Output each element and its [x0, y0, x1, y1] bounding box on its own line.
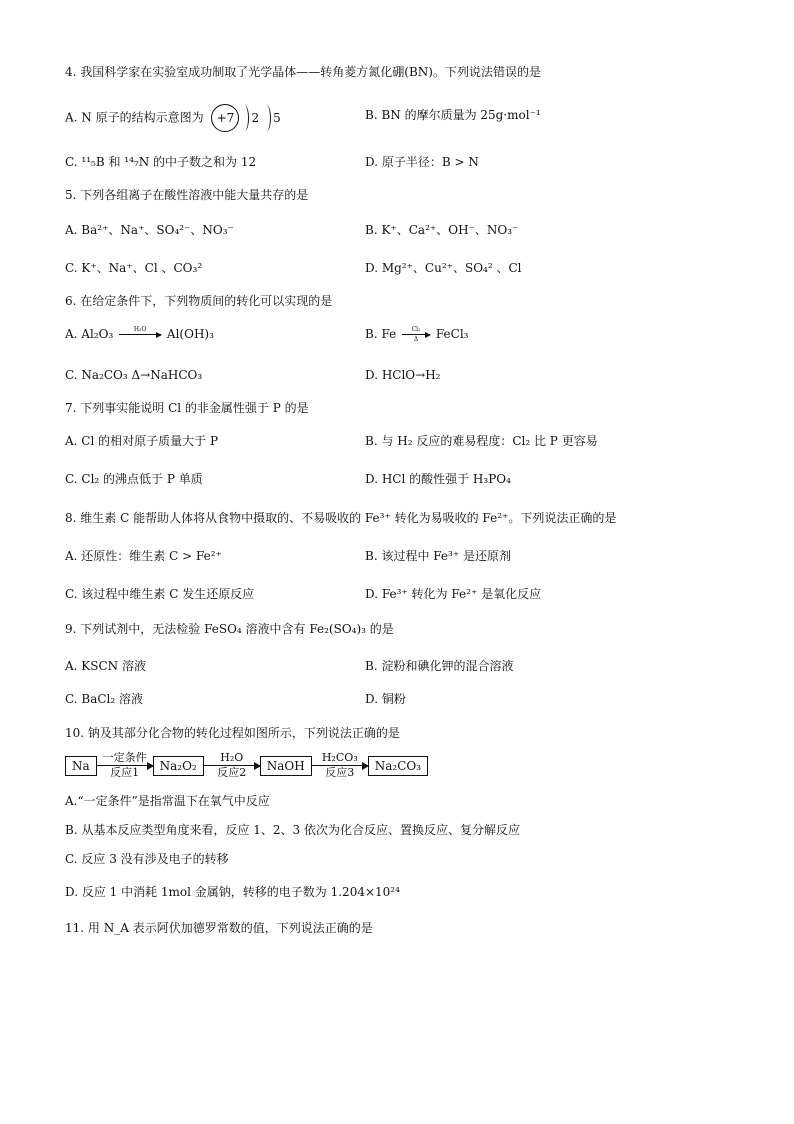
q9-stem: 9. 下列试剂中，无法检验 FeSO₄ 溶液中含有 Fe₂(SO₄)₃ 的是: [65, 622, 394, 636]
electron-shell-1: [240, 105, 249, 131]
flow-arrow-2-condition: H₂O: [220, 751, 244, 764]
flow-arrow-1-label: 反应1: [110, 766, 140, 779]
q6-option-d: D. HClO→H₂: [365, 368, 441, 382]
q6-a-product: Al(OH)₃: [166, 327, 214, 341]
electron-shell-2: [262, 105, 271, 131]
shell-2-count: 5: [273, 111, 281, 125]
q4-option-c: C. ¹¹₅B 和 ¹⁴₇N 的中子数之和为 12: [65, 155, 257, 169]
q10-option-b: B. 从基本反应类型角度来看，反应 1、2、3 依次为化合反应、置换反应、复分解反应: [65, 823, 520, 837]
q6-option-b: [365, 325, 468, 343]
flow-arrow-2-label: 反应2: [217, 766, 247, 779]
flow-node-na: Na: [65, 756, 97, 776]
flow-arrow-3-condition: H₂CO₃: [321, 751, 358, 764]
q5-option-b: B. K⁺、Ca²⁺、OH⁻、NO₃⁻: [365, 223, 519, 237]
q8-option-b: B. 该过程中 Fe³⁺ 是还原剂: [365, 549, 511, 563]
flow-arrow-2: [204, 752, 260, 779]
q9-option-c: C. BaCl₂ 溶液: [65, 692, 144, 706]
q4-option-a-label: A. N 原子的结构示意图为: [65, 110, 204, 125]
q5-option-c: C. K⁺、Na⁺、Cl 、CO₃²: [65, 261, 203, 275]
q10-option-c: C. 反应 3 没有涉及电子的转移: [65, 852, 229, 866]
q7-option-c: C. Cl₂ 的沸点低于 P 单质: [65, 472, 203, 486]
q10-option-d: D. 反应 1 中消耗 1mol 金属钠，转移的电子数为 1.204×10²⁴: [65, 885, 400, 899]
q7-stem: 7. 下列事实能说明 Cl 的非金属性强于 P 的是: [65, 401, 309, 415]
q11-stem: 11. 用 N_A 表示阿伏加德罗常数的值，下列说法正确的是: [65, 921, 373, 935]
shell-1-count: 2: [251, 111, 260, 125]
q7-option-b: B. 与 H₂ 反应的难易程度：Cl₂ 比 P 更容易: [365, 434, 598, 448]
q10-stem: 10. 钠及其部分化合物的转化过程如图所示，下列说法正确的是: [65, 726, 400, 740]
q10-option-a: A.“一定条件”是指常温下在氧气中反应: [65, 794, 270, 808]
flow-arrow-3-label: 反应3: [325, 766, 355, 779]
flow-arrow-1: [97, 752, 153, 779]
q7-option-d: D. HCl 的酸性强于 H₃PO₄: [365, 472, 511, 486]
q6-b-condition-top: Cl₂: [411, 326, 421, 333]
q4-option-b: B. BN 的摩尔质量为 25g·mol⁻¹: [365, 108, 541, 122]
atom-structure-diagram: [211, 104, 282, 132]
q6-option-c: C. Na₂CO₃ Δ→NaHCO₃: [65, 368, 203, 382]
q7-option-a: A. Cl 的相对原子质量大于 P: [65, 434, 219, 448]
q4-option-a: [65, 104, 283, 132]
flow-arrow-1-condition: 一定条件: [102, 751, 147, 764]
q9-option-a: A. KSCN 溶液: [65, 659, 146, 673]
q6-stem: 6. 在给定条件下，下列物质间的转化可以实现的是: [65, 294, 333, 308]
q6-option-a: [65, 325, 214, 343]
reaction-flow-diagram: [65, 752, 428, 779]
q9-option-d: D. 铜粉: [365, 692, 406, 706]
q6-a-reactant: A. Al₂O₃: [65, 327, 114, 341]
q5-option-a: A. Ba²⁺、Na⁺、SO₄²⁻、NO₃⁻: [65, 223, 234, 237]
q8-option-a: A. 还原性：维生素 C > Fe²⁺: [65, 549, 222, 563]
flow-arrow-3: [312, 752, 368, 779]
reaction-arrow: [402, 326, 430, 343]
flow-node-na2co3: Na₂CO₃: [368, 756, 428, 776]
q6-a-condition: H₂O: [133, 326, 147, 333]
q6-b-product: FeCl₃: [435, 327, 469, 341]
q4-stem: 4. 我国科学家在实验室成功制取了光学晶体——转角菱方氮化硼(BN)。下列说法错误的是: [65, 65, 541, 79]
q9-option-b: B. 淀粉和碘化钾的混合溶液: [365, 659, 514, 673]
flow-node-naoh: NaOH: [260, 756, 312, 776]
q5-option-d: D. Mg²⁺、Cu²⁺、SO₄² 、Cl: [365, 261, 522, 275]
q8-option-d: D. Fe³⁺ 转化为 Fe²⁺ 是氧化反应: [365, 587, 542, 601]
atom-nucleus: +7: [211, 104, 239, 132]
q6-b-reactant: B. Fe: [365, 327, 397, 341]
q6-b-condition-bottom: Δ: [413, 336, 419, 343]
q5-stem: 5. 下列各组离子在酸性溶液中能大量共存的是: [65, 188, 309, 202]
reaction-arrow: [119, 326, 161, 343]
q8-option-c: C. 该过程中维生素 C 发生还原反应: [65, 587, 255, 601]
flow-node-na2o2: Na₂O₂: [153, 756, 204, 776]
q8-stem: 8. 维生素 C 能帮助人体将从食物中摄取的、不易吸收的 Fe³⁺ 转化为易吸收的 Fe²⁺。下列说法正确的是: [65, 511, 617, 525]
q4-option-d: D. 原子半径：B > N: [365, 155, 479, 169]
